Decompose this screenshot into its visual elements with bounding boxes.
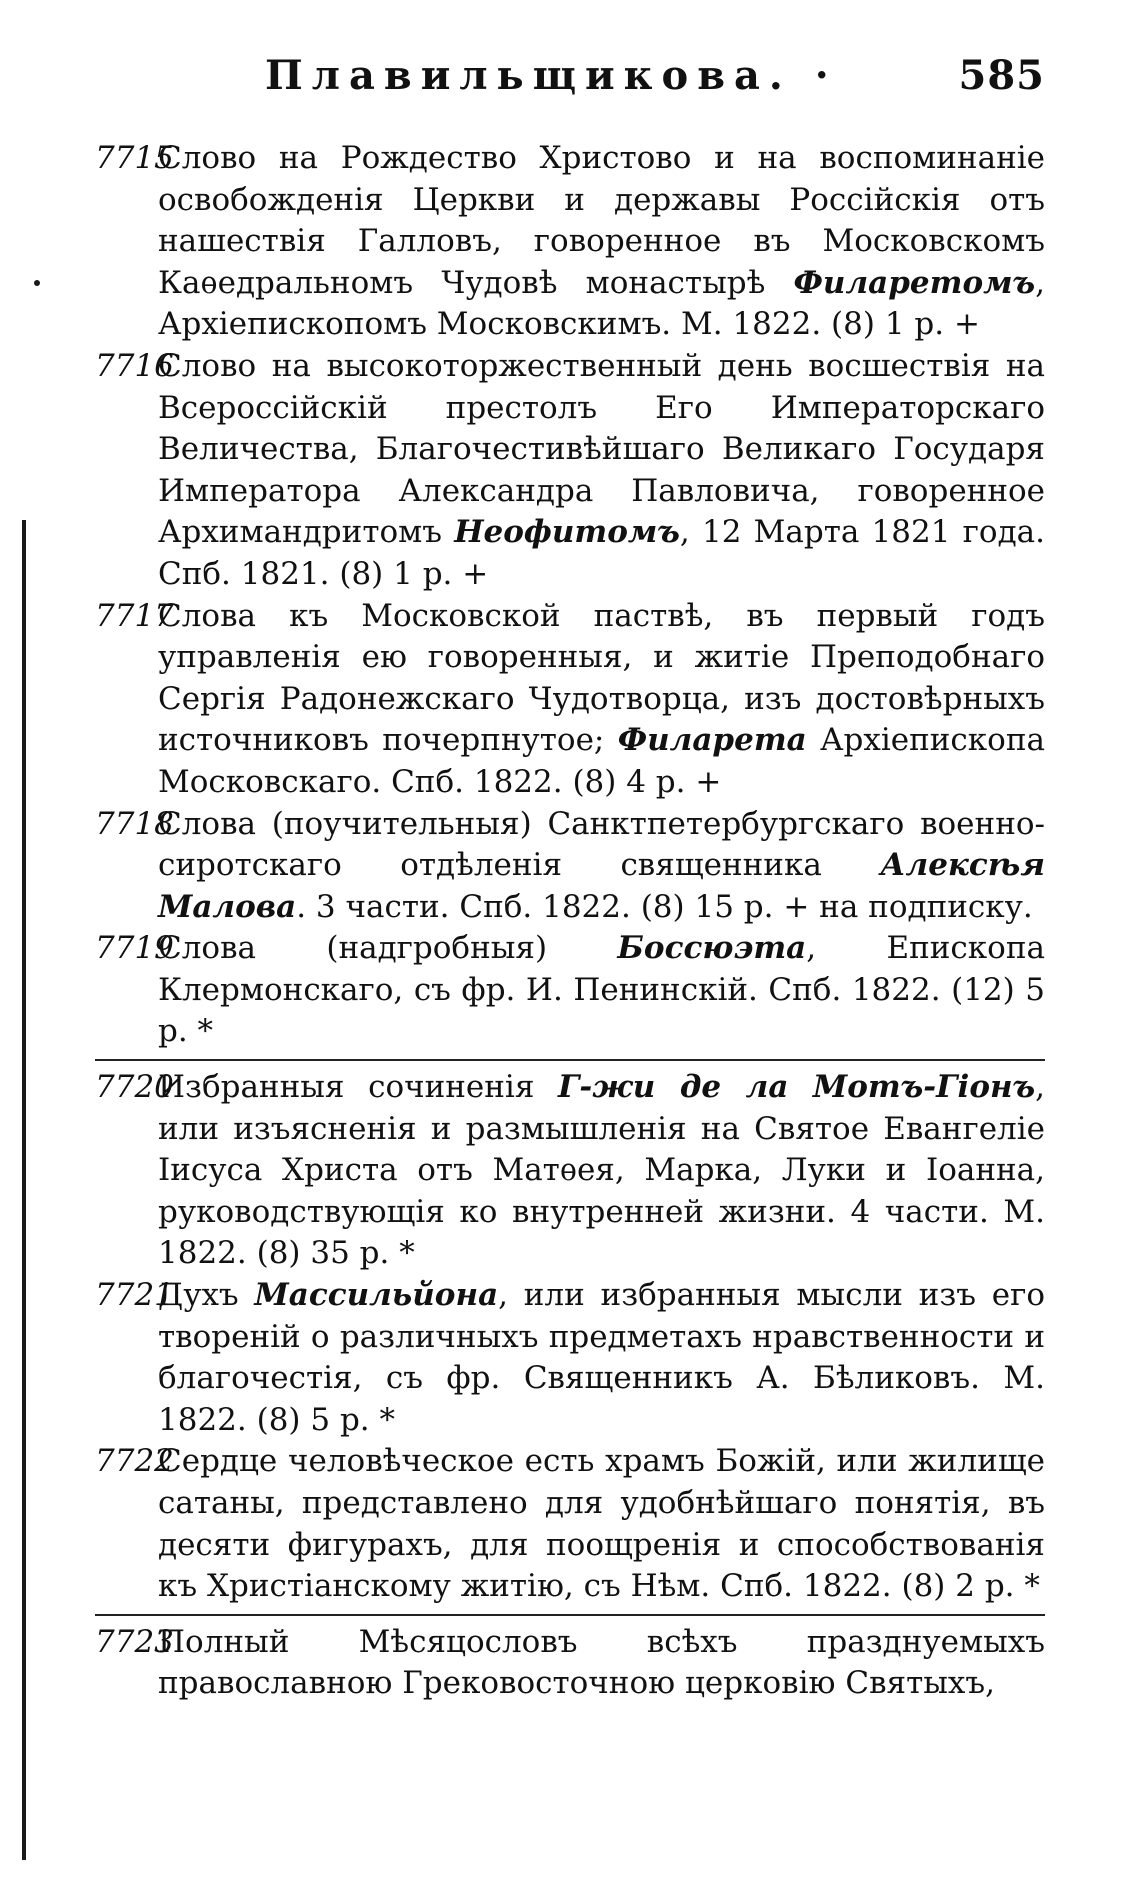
entry-number: 7721 bbox=[95, 1277, 174, 1314]
entry-title: Избранныя сочиненія bbox=[158, 1069, 558, 1106]
entry-text bbox=[158, 804, 1045, 929]
catalog-entry-7723 bbox=[95, 1614, 1045, 1705]
catalog-entry-7715 bbox=[95, 138, 1045, 346]
entry-details: , или изъясненія и размышленія на Святое Евангеліе Іисуса Христа отъ Матѳея, Марка, Луки и Іоанна, руководствующія ко внутренней жизни. 4 части. М. 1822. (8) 35 р. * bbox=[158, 1069, 1045, 1272]
entry-title: Полный Мѣсяцословъ всѣхъ празднуемыхъ православною Грековосточною церковію Святыхъ, bbox=[158, 1623, 1045, 1702]
page-header bbox=[265, 52, 1045, 112]
catalog-entry-7719 bbox=[95, 928, 1045, 1053]
margin-mark bbox=[34, 280, 40, 286]
entry-text bbox=[158, 1275, 1045, 1441]
entry-author: Неофитомъ bbox=[454, 514, 680, 551]
entry-author: Филаретомъ bbox=[793, 264, 1036, 301]
entry-text bbox=[158, 596, 1045, 804]
entry-details: Архіепископа Московскаго. Спб. 1822. (8) 4 р. + bbox=[158, 722, 1045, 800]
entry-number: 7722 bbox=[95, 1443, 174, 1480]
catalog-entry-7716 bbox=[95, 346, 1045, 596]
entry-number: 7723 bbox=[95, 1623, 174, 1660]
entry-title: Слова (надгробныя) bbox=[158, 930, 618, 967]
entry-author: Боссюэта bbox=[617, 930, 807, 967]
catalog-entry-7722 bbox=[95, 1441, 1045, 1607]
entry-author: Филарета bbox=[617, 722, 807, 759]
catalog-entries bbox=[95, 138, 1045, 1705]
page-number: 585 bbox=[958, 52, 1045, 99]
entry-title: Слово на Рождество Христово и на воспоминаніе освобожденія Церкви и державы Россійскія отъ нашествія Галловъ, говоренное въ Московскомъ Каѳедральномъ Чудовѣ монастырѣ bbox=[158, 140, 1045, 301]
running-title: Плавильщикова. · bbox=[265, 52, 838, 99]
entry-number: 7717 bbox=[95, 597, 174, 634]
entry-text bbox=[158, 1441, 1045, 1607]
entry-author: Массильйона bbox=[254, 1277, 499, 1314]
catalog-entry-7718 bbox=[95, 804, 1045, 929]
entry-details: , 12 Марта 1821 года. Спб. 1821. (8) 1 р. + bbox=[158, 514, 1046, 592]
entry-number: 7715 bbox=[95, 140, 174, 176]
entry-title: Слово на высокоторжественный день восшествія на Всероссійскій престолъ Его Императорскаго Величества, Благочестивѣйшаго Великаго Государя Императора Александра Павловича, говоренное Архимандритомъ bbox=[158, 347, 1045, 551]
entry-details: , Архіепископомъ Московскимъ. М. 1822. (8) 1 р. + bbox=[158, 264, 1045, 343]
entry-author: Г-жи де ла Мотъ-Гіонъ bbox=[558, 1069, 1036, 1106]
entry-number: 7716 bbox=[95, 347, 174, 384]
entry-title: Сердце человѣческое есть храмъ Божій, или жилище сатаны, представлено для удобнѣйшаго понятія, въ десяти фигурахъ, для поощренія и способствованія къ Христіанскому житію, съ Нѣм. Спб. 1822. (8) 2 р. * bbox=[158, 1443, 1045, 1605]
entry-author: Алексѣя Малова bbox=[158, 847, 1045, 925]
entry-details: , Епископа Клермонскаго, съ фр. И. Пенинскій. Спб. 1822. (12) 5 р. * bbox=[158, 930, 1045, 1050]
catalog-entry-7717 bbox=[95, 596, 1045, 804]
catalog-entry-7721 bbox=[95, 1275, 1045, 1441]
entry-text bbox=[158, 138, 1045, 346]
entry-text bbox=[158, 1622, 1045, 1705]
entry-text bbox=[158, 346, 1045, 596]
entry-number: 7720 bbox=[95, 1069, 174, 1106]
entry-number: 7718 bbox=[95, 805, 174, 842]
entry-title: Слова (поучительныя) Санктпетербургскаго военно-сиротскаго отдѣленія священника bbox=[158, 805, 1045, 884]
margin-rule bbox=[22, 520, 26, 1860]
entry-title: Слова къ Московской паствѣ, въ первый годъ управленія ею говоренныя, и житіе Преподобнаго Сергія Радонежскаго Чудотворца, изъ достовѣрныхъ источниковъ почерпнутое; bbox=[158, 597, 1045, 759]
entry-details: . 3 части. Спб. 1822. (8) 15 р. + на подписку. bbox=[296, 888, 1033, 925]
catalog-entry-7720 bbox=[95, 1059, 1045, 1275]
entry-title: Духъ bbox=[158, 1277, 255, 1314]
entry-details: , или избранныя мысли изъ его твореній о различныхъ предметахъ нравственности и благочестія, съ фр. Священникъ А. Бѣликовъ. М. 1822. (8) 5 р. * bbox=[158, 1277, 1045, 1438]
entry-text bbox=[158, 928, 1045, 1053]
entry-number: 7719 bbox=[95, 930, 174, 967]
entry-text bbox=[158, 1067, 1045, 1275]
